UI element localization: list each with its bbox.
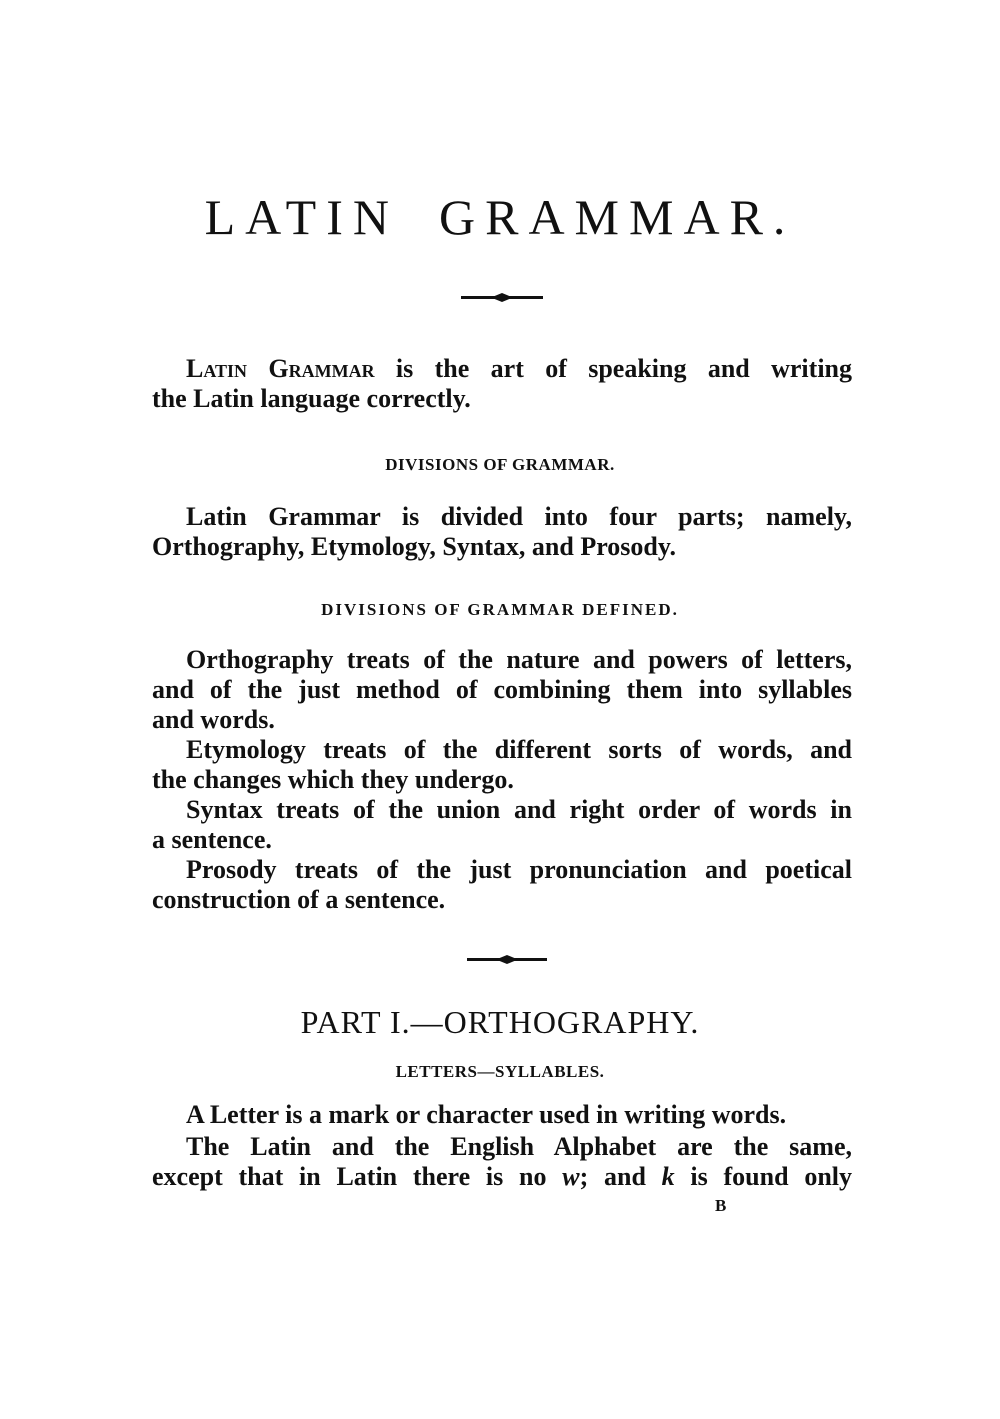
defined-line-3: and words. <box>152 705 275 734</box>
defined-line-9: construction of a sentence. <box>152 885 446 914</box>
title-word-latin: LATIN <box>204 189 399 245</box>
intro-lead-smallcaps: Latin Grammar <box>186 354 375 383</box>
defined-line-5: the changes which they undergo. <box>152 765 514 794</box>
title-word-grammar: GRAMMAR. <box>438 189 796 245</box>
part1-line-3: except that in Latin there is no w; and k is found only <box>152 1162 852 1191</box>
heading-divisions: DIVISIONS OF GRAMMAR. <box>385 455 615 474</box>
defined-line-1: Orthography treats of the nature and powers of letters, <box>186 645 852 674</box>
page-title <box>0 188 1000 246</box>
heading-divisions-defined: DIVISIONS OF GRAMMAR DEFINED. <box>321 600 679 619</box>
ornamental-rule-middle <box>467 958 547 961</box>
defined-line-2: and of the just method of combining them into syllables <box>152 675 852 704</box>
heading-letters-syllables: LETTERS—SYLLABLES. <box>395 1062 605 1081</box>
signature-mark: B <box>715 1196 727 1215</box>
part1-line-1: A Letter is a mark or character used in writing words. <box>186 1100 787 1129</box>
defined-line-6: Syntax treats of the union and right order of words in <box>186 795 852 824</box>
part1-line-2: The Latin and the English Alphabet are the same, <box>186 1132 852 1161</box>
diamond-ornament-icon <box>496 955 518 964</box>
defined-line-8: Prosody treats of the just pronunciation and poetical <box>186 855 852 884</box>
letter-k-italic: k <box>661 1162 675 1191</box>
letter-w-italic: w <box>562 1162 580 1191</box>
intro-line-1: Latin Grammar is the art of speaking and writing <box>186 354 852 383</box>
intro-line-2: the Latin language correctly. <box>152 384 471 413</box>
divisions-line-2: Orthography, Etymology, Syntax, and Prosody. <box>152 532 676 561</box>
defined-line-7: a sentence. <box>152 825 272 854</box>
defined-line-4: Etymology treats of the different sorts of words, and <box>186 735 852 764</box>
heading-part-one: PART I.—ORTHOGRAPHY. <box>300 1004 700 1040</box>
divisions-line-1: Latin Grammar is divided into four parts; namely, <box>186 502 852 531</box>
diamond-ornament-icon <box>491 293 513 302</box>
ornamental-rule-top <box>461 296 543 299</box>
